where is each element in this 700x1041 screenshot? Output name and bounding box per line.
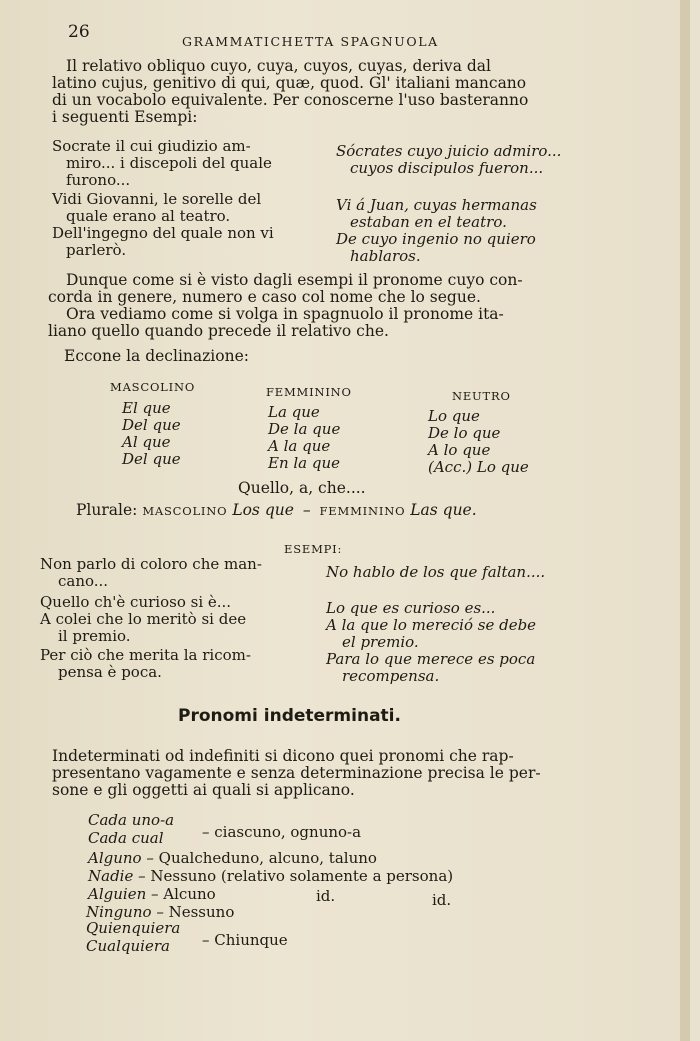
alguno-meaning: – Qualcheduno, alcuno, taluno (146, 849, 377, 867)
example-line: il premio. (58, 627, 131, 645)
plural-fem-label: FEMMININO (319, 504, 406, 518)
intro-line: di un vocabolo equivalente. Per conoscerne l'uso basteranno (52, 91, 529, 109)
paragraph-line: Indeterminati od indefiniti si dicono quei pronomi che rap- (52, 747, 514, 765)
example-line: Dell'ingegno del quale non vi (52, 224, 274, 242)
pronoun-cada-uno: Cada uno-a (88, 811, 175, 829)
nadie-meaning: – Nessuno (relativo solamente a persona) (138, 867, 454, 885)
example-line: cuyos discipulos fueron... (350, 159, 544, 177)
examples1-italian-column (52, 138, 274, 259)
alguien-id: id. (316, 887, 336, 905)
examples2-italian-column (40, 556, 262, 681)
example-line: Per ciò che merita la ricom- (40, 646, 251, 664)
paragraph-line: sone e gli oggetti ai quali si applicano. (52, 781, 355, 799)
example-line: Sócrates cuyo juicio admiro... (336, 142, 562, 160)
declension-form: A la que (268, 437, 331, 455)
pronoun-alguien-row (88, 886, 216, 903)
indeterminate-paragraph (52, 748, 541, 799)
declension-form: Lo que (428, 407, 480, 425)
masculine-forms (122, 400, 181, 468)
example-line: Para lo que merece es poca (326, 650, 536, 668)
section-title: Pronomi indeterminati. (178, 706, 401, 726)
pronoun-nadie-row (88, 868, 453, 885)
example-line: estaban en el teatro. (350, 213, 507, 231)
intro-line: i seguenti Esempi: (52, 108, 198, 126)
declension-form: A lo que (428, 441, 491, 459)
paragraph-line: presentano vagamente e senza determinazione precisa le per- (52, 764, 541, 782)
example-line: No hablo de los que faltan.... (326, 563, 546, 581)
cuyo-paragraph (48, 272, 523, 340)
example-line: Quello ch'è curioso si è... (40, 593, 232, 611)
plural-line (76, 502, 477, 520)
intro-line: Il relativo obliquo cuyo, cuya, cuyos, cuyas, deriva dal (66, 57, 491, 75)
declension-footer: Quello, a, che.... (238, 479, 366, 497)
declension-form: (Acc.) Lo que (428, 458, 529, 476)
example-line: Lo que es curioso es... (326, 599, 496, 617)
example-line: De cuyo ingenio no quiero (336, 230, 536, 248)
paragraph-line: Dunque come si è visto dagli esempi il pronome cuyo con- (66, 271, 523, 289)
page-edge (680, 0, 690, 1041)
paragraph-line: corda in genere, numero e caso col nome che lo segue. (48, 288, 481, 306)
example-line: Vi á Juan, cuyas hermanas (336, 196, 537, 214)
example-line: furono... (66, 171, 131, 189)
example-line: A colei che lo meritò si dee (40, 610, 247, 628)
pronoun-alguno: Alguno (88, 849, 142, 867)
declension-form: De lo que (428, 424, 501, 442)
examples1-spanish-column (336, 143, 561, 265)
plural-dash: – (302, 501, 311, 519)
declension-form: La que (268, 403, 320, 421)
examples2-spanish-column (326, 564, 545, 685)
pronoun-cualquiera: Cualquiera (86, 937, 170, 955)
example-line: quale erano al teatro. (66, 207, 231, 225)
declension-form: De la que (268, 420, 341, 438)
pronoun-alguien: Alguien (88, 885, 147, 903)
example-line: el premio. (342, 633, 419, 651)
example-line: parlerò. (66, 241, 127, 259)
ninguno-meaning: – Nessuno (156, 903, 235, 921)
paragraph-line: Ora vediamo come si volga in spagnuolo il pronome ita- (66, 305, 504, 323)
plural-masc-label: MASCOLINO (142, 504, 228, 518)
declension-form: Al que (122, 433, 171, 451)
example-line: Socrate il cui giudizio am- (52, 137, 251, 155)
declension-form: El que (122, 399, 171, 417)
masculine-label: MASCOLINO (110, 380, 196, 394)
intro-line: latino cujus, genitivo di qui, quæ, quod. Gl' italiani mancano (52, 74, 527, 92)
feminine-forms (268, 404, 340, 472)
plural-label: Plurale: (76, 501, 138, 519)
plural-fem-value: Las que. (410, 501, 477, 519)
nadie-id: id. (432, 891, 452, 909)
feminine-label: FEMMININO (266, 385, 352, 399)
example-line: cano... (58, 572, 109, 590)
plural-masc-value: Los que (232, 501, 294, 519)
neuter-label: NEUTRO (452, 389, 511, 403)
intro-paragraph (52, 58, 528, 126)
alguien-meaning: – Alcuno (151, 885, 216, 903)
pronoun-quienquiera: Quienquiera (86, 919, 181, 937)
example-line: Non parlo di coloro che man- (40, 555, 262, 573)
declension-form: Del que (122, 416, 181, 434)
example-line: pensa è poca. (58, 663, 162, 681)
running-header: GRAMMATICHETTA SPAGNUOLA (182, 34, 439, 49)
declension-intro: Eccone la declinazione: (64, 347, 249, 365)
cada-meaning: – ciascuno, ognuno-a (202, 823, 362, 841)
example-line: hablaros. (350, 247, 421, 265)
chiunque-meaning: – Chiunque (202, 931, 288, 949)
page-number: 26 (68, 22, 90, 42)
paragraph-line: liano quello quando precede il relativo che. (48, 322, 389, 340)
example-line: recompensa. (342, 667, 440, 685)
declension-form: En la que (268, 454, 341, 472)
example-line: miro... i discepoli del quale (66, 154, 272, 172)
pronoun-alguno-row (88, 850, 377, 867)
pronoun-cada-cual: Cada cual (88, 829, 164, 847)
example-line: Vidi Giovanni, le sorelle del (52, 190, 262, 208)
neuter-forms (428, 408, 529, 476)
example-line: A la que lo mereció se debe (326, 616, 537, 634)
pronoun-nadie: Nadie (88, 867, 134, 885)
examples-label: ESEMPI: (284, 542, 343, 556)
pronoun-ninguno: Ninguno (86, 903, 152, 921)
declension-form: Del que (122, 450, 181, 468)
